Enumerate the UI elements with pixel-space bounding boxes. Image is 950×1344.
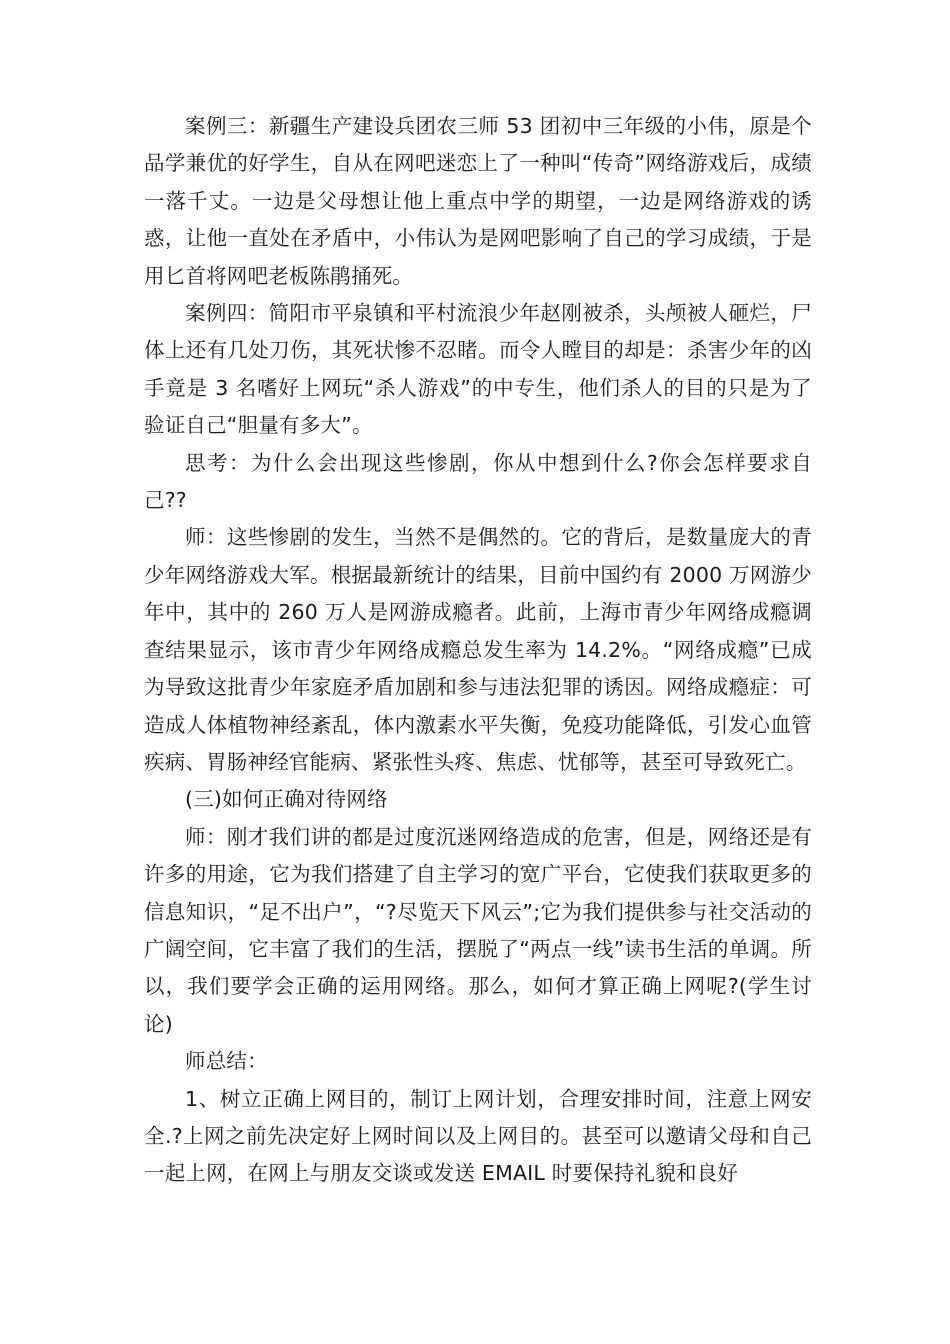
section-heading-3: (三)如何正确对待网络	[185, 787, 388, 812]
document-body	[144, 108, 812, 1193]
paragraph-reflection: 思考：为什么会出现这些惨剧，你从中想到什么?你会怎样要求自己??	[144, 450, 812, 513]
paragraph-point-1: 1、树立正确上网目的，制订上网计划，合理安排时间，注意上网安全.?上网之前先决定好上网时间以及上网目的。甚至可以邀请父母和自己一起上网，在网上与朋友交谈或发送 EMAIL 时要保持礼貌和良好	[144, 1086, 812, 1186]
paragraph-teacher-network-uses: 师：刚才我们讲的都是过度沉迷网络造成的危害，但是，网络还是有许多的用途，它为我们搭建了自主学习的宽广平台，它使我们获取更多的信息知识，“足不出户”，“?尽览天下风云”;它为我们提供参与社交活动的广阔空间，它丰富了我们的生活，摆脱了“两点一线”读书生活的单调。所以，我们要学会正确的运用网络。那么，如何才算正确上网呢?(学生讨论)	[144, 824, 812, 1036]
paragraph-teacher-statistics: 师：这些惨剧的发生，当然不是偶然的。它的背后，是数量庞大的青少年网络游戏大军。根据最新统计的结果，目前中国约有 2000 万网游少年中，其中的 260 万人是网游成瘾者。此前，上海市青少年网络成瘾调查结果显示，该市青少年网络成瘾总发生率为 14.2%。“网络成瘾”已成为导致这批青少年家庭矛盾加剧和参与违法犯罪的诱因。网络成瘾症：可造成人体植物神经紊乱，体内激素水平失衡，免疫功能降低，引发心血管疾病、胃肠神经官能病、紧张性头疼、焦虑、忧郁等，甚至可导致死亡。	[144, 525, 812, 774]
paragraph-case-4: 案例四：简阳市平泉镇和平村流浪少年赵刚被杀，头颅被人砸烂，尸体上还有几处刀伤，其死状惨不忍睹。而令人瞠目的却是：杀害少年的凶手竟是 3 名嗜好上网玩“杀人游戏”的中专生，他们杀人的目的只是为了验证自己“胆量有多大”。	[144, 301, 812, 438]
paragraph-case-3: 案例三：新疆生产建设兵团农三师 53 团初中三年级的小伟，原是个品学兼优的好学生，自从在网吧迷恋上了一种叫“传奇”网络游戏后，成绩一落千丈。一边是父母想让他上重点中学的期望，一边是网络游戏的诱惑，让他一直处在矛盾中，小伟认为是网吧影响了自己的学习成绩，于是用匕首将网吧老板陈鹃捅死。	[144, 114, 812, 288]
paragraph-teacher-summary-label: 师总结：	[185, 1049, 268, 1074]
